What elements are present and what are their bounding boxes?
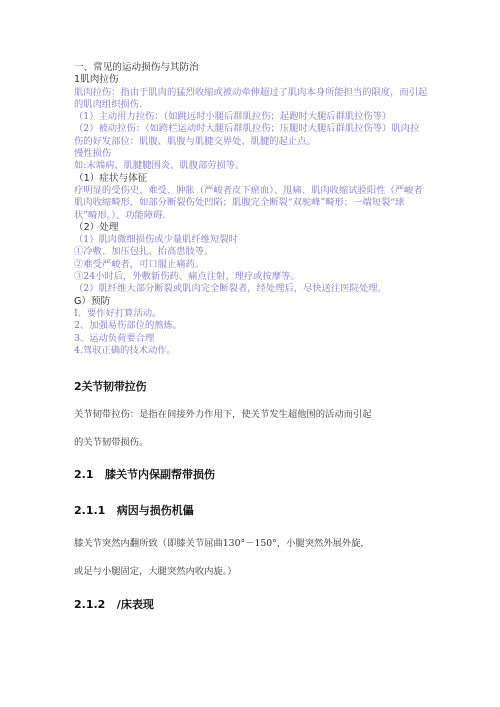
section-2-title: 2关节韧带拉伤 [74,380,147,394]
cause-item: （1）主动用力拉伤：（如跳远时小腿后群肌拉伤；起跑时大腿后群肌拉伤等） [74,111,392,123]
treatment-item: （1）肌肉微细损伤或少量肌纤维短裂时 [74,234,238,246]
cause-item: 伤的好发部位：肌腹、肌腹与肌腱交界处、肌腱的起止点。 [74,135,316,147]
symptoms-line: 肌肉收缩畸形，如部分断裂伤处凹陷；肌腹完全断裂“双驼峰”畸形；一端短裂“球 [74,197,405,209]
treatment-item: ②难受严峻者，可口服止痛药。 [74,258,205,270]
symptoms-heading: （1）症状与体征 [74,172,148,184]
prevention-item: 2、加强易伤部位的熬炼。 [74,320,183,332]
section-2-1-1-line: 或足与小腿固定，大腿突然内收内旋。） [74,566,237,578]
prevention-item: 3、运动负荷要合理 [74,332,155,344]
chronic-examples: 如:末端病、肌腱腱围炎、肌腹部劳损等。 [74,160,245,172]
treatment-item: ③24小时后，外敷新伤药、痛点注射、理疗或按摩等。 [74,271,300,283]
definition-line: 的肌肉组织损伤. [74,98,143,110]
prevention-heading: G）预防 [74,295,111,307]
section-title: 一、常见的运动损伤与其防治 [74,62,199,73]
cause-item: （2）被动拉伤：（如跨栏运动时大腿后群肌拉伤；压腿时大腿后群肌拉伤等）肌肉拉 [74,123,420,135]
section-2-1-title: 2.1 膝关节内保副帮带损伤 [74,468,215,482]
prevention-item: 4.驾驭正确的技术动作。 [74,344,176,356]
section-2-1-2-title: 2.1.2 /床表现 [74,598,154,612]
section-2-paragraph: 关节韧带拉伤：是指在间接外力作用下，使关节发生超他围的活动而引起 [74,409,372,421]
section-2-1-1-title: 2.1.1 病因与损伤机儡 [74,504,194,518]
prevention-item: I、要作好打算活动。 [74,307,162,319]
treatment-heading: （2）处理 [74,221,119,233]
treatment-item: （2）肌纤维大部分断裂或肌肉完全断裂者，经处理后，尽快送往医院处理。 [74,283,387,295]
section-2-paragraph: 的关节韧带损伤。 [74,437,149,449]
treatment-item: ①冷敷、加压包扎、抬高患肢等。 [74,246,214,258]
definition-line: 肌肉拉伤：指由于肌肉的猛烈收缩或被动牵伸超过了肌肉本身所能担当的限度，而引起 [74,86,428,98]
symptoms-line: 状”畸形。）、功能障碍. [74,209,166,221]
symptoms-line: 疗明显的受伤史、难受、肿胀（严峻者皮下瘀血）、甩痛、肌肉收缩试验阳性（严峻者 [74,184,423,196]
section-2-1-1-line: 膝关节突然内翻所致（即膝关节屈曲130°－150°，小腿突然外展外旋， [74,538,370,550]
subsection-title: 1肌肉拉伤 [74,74,119,86]
chronic-label: 慢性损伤 [74,148,112,160]
